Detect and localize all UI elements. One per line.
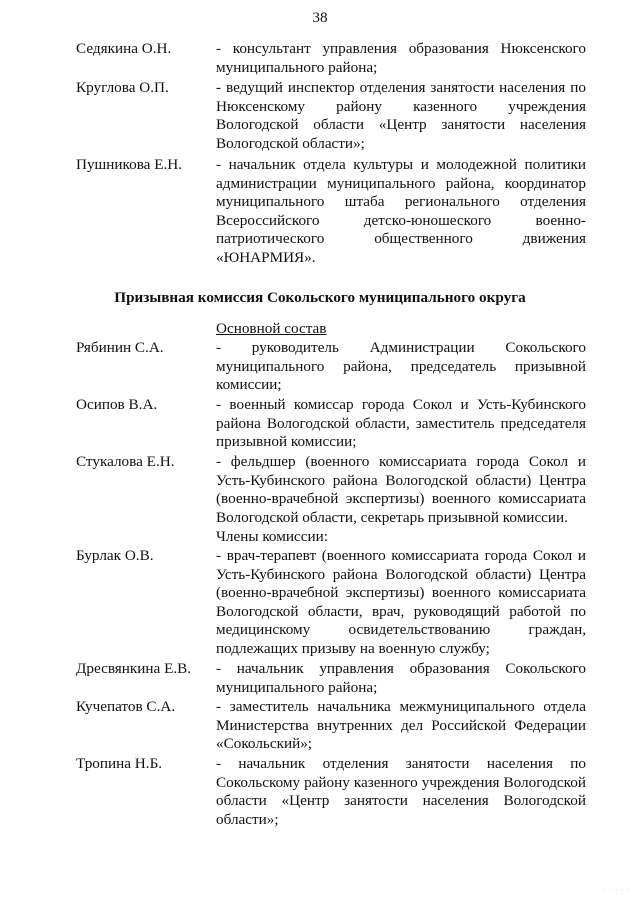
person-name: Круглова О.П.: [76, 79, 169, 96]
person-role: - заместитель начальника межмуниципального отдела Министерства внутренних дел Российской Федерации «Сокольский»;: [216, 698, 586, 753]
person-role: - ведущий инспектор отделения занятости населения по Нюксенскому району казенного учреждения Вологодской области «Центр занятости населения Вологодской области»;: [216, 79, 586, 152]
person-role: - начальник управления образования Сокольского муниципального района;: [216, 660, 586, 696]
person-name: Кучепатов С.А.: [76, 698, 176, 715]
person-role: - начальник отдела культуры и молодежной политики администрации муниципального района, координатор муниципального штаба регионального отделения Всероссийского детско-юношеского военно-патриотического общественного движения «ЮНАРМИЯ».: [216, 156, 586, 266]
commission-title: Призывная комиссия Сокольского муниципального округа: [114, 289, 526, 306]
person-name: Осипов В.А.: [76, 396, 158, 413]
members-label: Члены комиссии:: [216, 528, 328, 545]
person-name: Бурлак О.В.: [76, 547, 154, 564]
main-composition-label: Основной состав: [216, 320, 327, 337]
person-name: Тропина Н.Б.: [76, 755, 163, 772]
scan-mark-decoration: · · · · ·: [603, 887, 630, 895]
person-name: Пушникова Е.Н.: [76, 156, 183, 173]
person-role: - консультант управления образования Нюксенского муниципального района;: [216, 40, 586, 76]
person-role: - военный комиссар города Сокол и Усть-Кубинского района Вологодской области, заместитель председателя призывной комиссии;: [216, 396, 586, 451]
person-role: - руководитель Администрации Сокольского муниципального района, председатель призывной комиссии;: [216, 339, 586, 394]
person-role: - врач-терапевт (военного комиссариата города Сокол и Усть-Кубинского района Вологодской области) Центра (военно-врачебной экспертизы) военного комиссариата Вологодской области, врач, руководящий работой по медицинскому освидетельствованию граждан, подлежащих призыву на военную службу;: [216, 547, 586, 657]
person-name: Дресвянкина Е.В.: [76, 660, 192, 677]
person-name: Рябинин С.А.: [76, 339, 164, 356]
page-number: 38: [312, 9, 328, 26]
person-name: Стукалова Е.Н.: [76, 453, 175, 470]
person-role: - фельдшер (военного комиссариата города Сокол и Усть-Кубинского района Вологодской области) Центра (военно-врачебной экспертизы) военного комиссариата Вологодской области, секретарь призывной комиссии.: [216, 453, 586, 526]
person-name: Седякина О.Н.: [76, 40, 172, 57]
person-role: - начальник отделения занятости населения по Сокольскому району казенного учреждения Вологодской области «Центр занятости населения Вологодской области»;: [216, 755, 586, 828]
